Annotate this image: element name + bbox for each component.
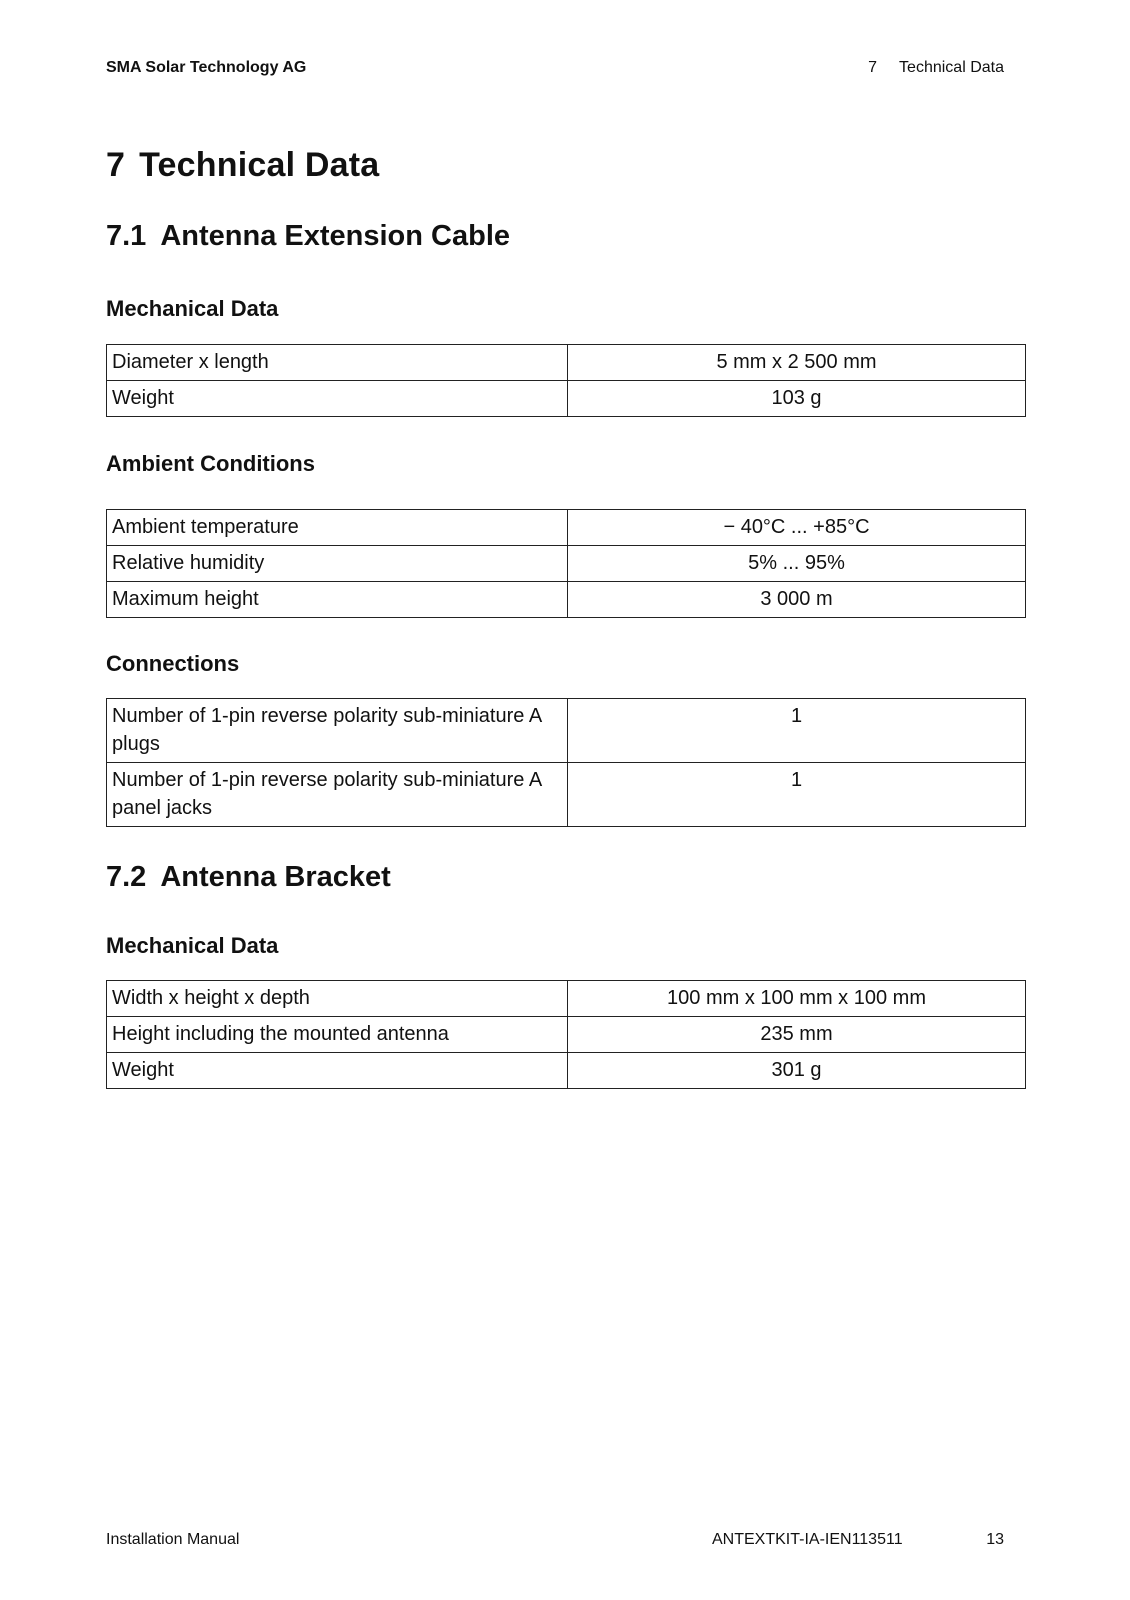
row-label: Ambient temperature <box>107 510 568 546</box>
page-number: 13 <box>986 1531 1004 1548</box>
row-value: 100 mm x 100 mm x 100 mm <box>568 981 1026 1017</box>
table-row <box>107 699 1026 763</box>
header-chapter <box>868 59 1004 77</box>
row-value: 103 g <box>568 381 1026 417</box>
table-row <box>107 763 1026 827</box>
row-value: 1 <box>568 699 1026 763</box>
header-chapter-title: Technical Data <box>899 59 1004 76</box>
row-value: 235 mm <box>568 1017 1026 1053</box>
table-row <box>107 582 1026 618</box>
table-row <box>107 981 1026 1017</box>
table-row <box>107 1017 1026 1053</box>
row-label: Number of 1-pin reverse polarity sub-miniature A panel jacks <box>107 763 568 827</box>
table-row <box>107 381 1026 417</box>
row-label: Weight <box>107 1053 568 1089</box>
section-title: Antenna Extension Cable <box>160 220 510 252</box>
table-row <box>107 510 1026 546</box>
table-row <box>107 345 1026 381</box>
subsection-ambient-conditions-heading: Ambient Conditions <box>106 451 315 476</box>
connections-table <box>106 698 1026 827</box>
section-title: Antenna Bracket <box>160 861 391 893</box>
row-value: 5% ... 95% <box>568 546 1026 582</box>
bracket-mechanical-data-table <box>106 980 1026 1089</box>
header-chapter-number: 7 <box>868 59 878 76</box>
row-value: 1 <box>568 763 1026 827</box>
row-label: Number of 1-pin reverse polarity sub-miniature A plugs <box>107 699 568 763</box>
mechanical-data-table <box>106 344 1026 417</box>
subsection-mechanical-data-heading: Mechanical Data <box>106 296 279 321</box>
section-number: 7.2 <box>106 861 147 893</box>
subsection-bracket-mechanical-data-heading: Mechanical Data <box>106 933 279 958</box>
table-row <box>107 546 1026 582</box>
row-value: − 40°C ... +85°C <box>568 510 1026 546</box>
row-value: 301 g <box>568 1053 1026 1089</box>
chapter-title <box>106 146 379 185</box>
row-label: Height including the mounted antenna <box>107 1017 568 1053</box>
row-value: 5 mm x 2 500 mm <box>568 345 1026 381</box>
chapter-number: 7 <box>106 146 126 184</box>
row-label: Width x height x depth <box>107 981 568 1017</box>
section-number: 7.1 <box>106 220 147 252</box>
footer-doc-code: ANTEXTKIT-IA-IEN113511 <box>712 1531 903 1548</box>
table-row <box>107 1053 1026 1089</box>
subsection-connections-heading: Connections <box>106 651 240 676</box>
chapter-title-text: Technical Data <box>139 146 380 184</box>
footer-doc-type: Installation Manual <box>106 1531 240 1548</box>
section-antenna-extension-cable-heading <box>106 220 510 253</box>
section-antenna-bracket-heading <box>106 861 391 894</box>
row-label: Relative humidity <box>107 546 568 582</box>
row-label: Diameter x length <box>107 345 568 381</box>
row-value: 3 000 m <box>568 582 1026 618</box>
ambient-conditions-table <box>106 509 1026 618</box>
row-label: Weight <box>107 381 568 417</box>
header-company: SMA Solar Technology AG <box>106 59 307 76</box>
row-label: Maximum height <box>107 582 568 618</box>
